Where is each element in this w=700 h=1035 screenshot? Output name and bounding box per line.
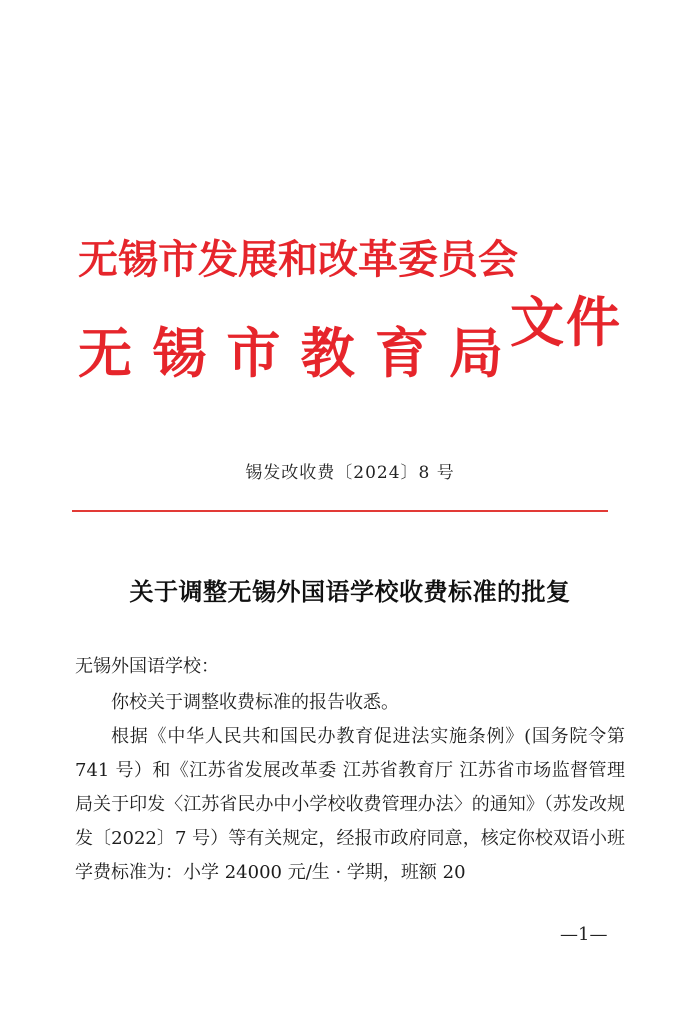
- org-char: 市: [226, 321, 281, 385]
- org-char: 无: [78, 321, 132, 385]
- org-name-development-reform-commission: 无锡市发展和改革委员会: [78, 236, 518, 283]
- document-title: 关于调整无锡外国语学校收费标准的批复: [129, 577, 571, 606]
- issuing-organizations: [78, 236, 518, 385]
- org-char: 教: [300, 321, 355, 385]
- org-char: 育: [374, 321, 429, 385]
- red-divider-line: [72, 510, 608, 512]
- document-type-label: 文件: [510, 290, 622, 354]
- org-char: 局: [448, 321, 503, 385]
- org-char: 锡: [152, 321, 207, 385]
- body-paragraph-1: 你校关于调整收费标准的报告收悉。: [111, 692, 399, 713]
- salutation: 无锡外国语学校：: [75, 656, 219, 677]
- page-number: —1—: [560, 924, 608, 945]
- body-paragraph-2: 根据《中华人民共和国民办教育促进法实施条例》(国务院令第 741 号）和《江苏省发展改革委 江苏省教育厅 江苏省市场监督管理局关于印发〈江苏省民办中小学校收费管理办法〉的通知》（苏发改规发〔2022〕7 号）等有关规定，经报市政府同意，核定你校双语小班学费标准为：小学 24000 元/生 · 学期，班额 20: [75, 726, 625, 883]
- org-name-education-bureau: [78, 321, 503, 392]
- document-body: [75, 650, 625, 890]
- document-number: 锡发改收费〔2024〕8 号: [245, 463, 455, 483]
